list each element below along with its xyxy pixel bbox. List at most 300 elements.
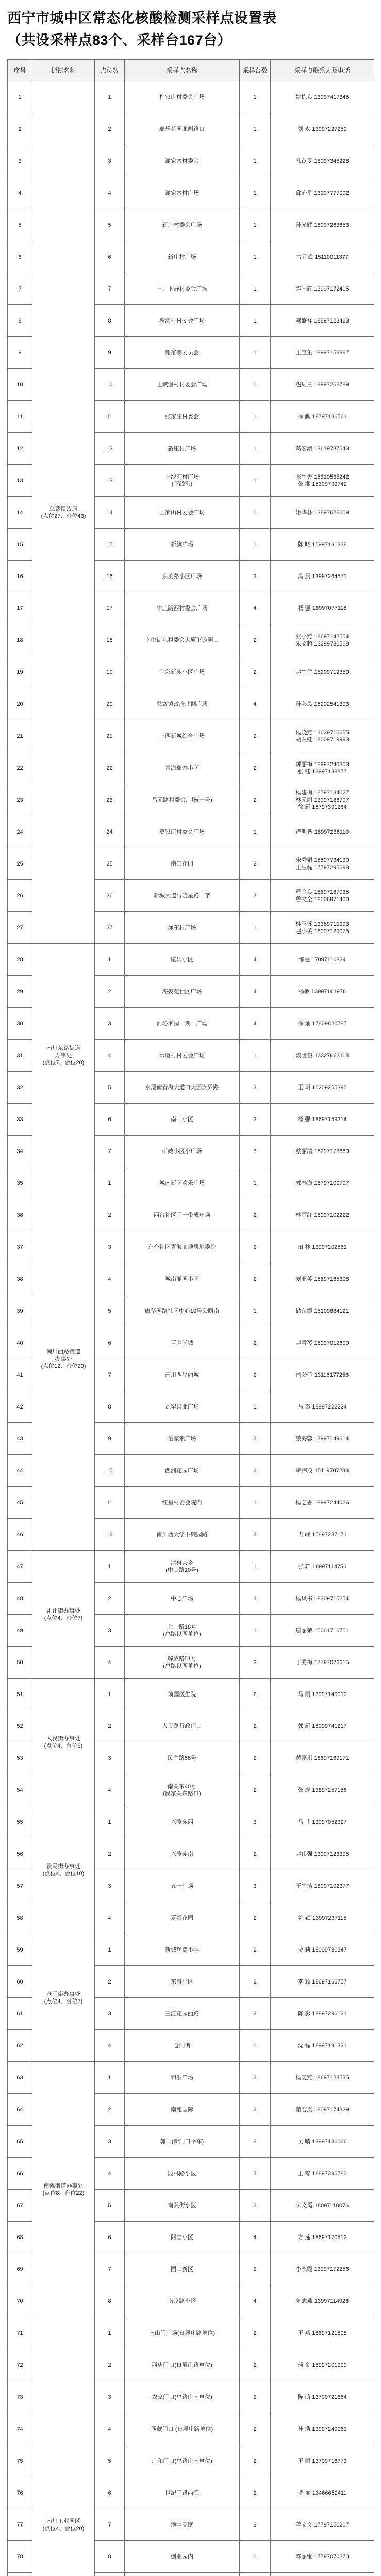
cell-contact: 韩盛祥 18897123463 [271, 305, 374, 337]
cell-site-name: 夏都花园 [125, 1902, 240, 1934]
table-row [8, 2317, 374, 2349]
cell-point-no: 1 [95, 81, 125, 113]
cell-contact: 陈 晓 15997131328 [271, 529, 374, 561]
street-name-cell: 南川西路街道 办事处 (点位12、台位20) [32, 1167, 95, 1551]
cell-site-name: 南苑国际 [125, 2094, 240, 2126]
cell-site-name: 东府小区 [125, 1966, 240, 1998]
cell-point-no: 5 [95, 1072, 125, 1104]
cell-point-no: 2 [95, 2094, 125, 2126]
cell-seq: 68 [8, 2222, 32, 2253]
cell-site-name: 新庄村广场 [125, 433, 240, 465]
cell-desk-count: 4 [240, 688, 271, 720]
cell-desk-count: 1 [240, 305, 271, 337]
cell-desk-count: 3 [240, 1583, 271, 1615]
cell-point-no: 1 [95, 1167, 125, 1199]
cell-site-name: 总寨镇政府北侧广场 [125, 688, 240, 720]
cell-seq: 19 [8, 656, 32, 688]
cell-desk-count: 1 [240, 433, 271, 465]
cell-contact: 杨凤书 18309715254 [271, 1583, 374, 1615]
cell-point-no: 4 [95, 1902, 125, 1934]
cell-seq: 42 [8, 1391, 32, 1423]
cell-site-name: 新庄村广场 [125, 241, 240, 273]
cell-desk-count: 2 [240, 2477, 271, 2509]
cell-desk-count: 2 [240, 1231, 271, 1263]
cell-contact: 杨雯燕 18697123535 [271, 2062, 374, 2094]
cell-desk-count: 2 [240, 561, 271, 592]
cell-point-no: 4 [95, 2158, 125, 2190]
cell-point-no: 8 [95, 2285, 125, 2317]
cell-desk-count: 1 [240, 529, 271, 561]
street-name-cell: 人民街办事处 (点位4、台位8) [32, 1679, 95, 1806]
cell-desk-count: 3 [240, 1806, 271, 1838]
cell-seq: 74 [8, 2413, 32, 2445]
cell-point-no: 12 [95, 1519, 125, 1551]
cell-site-name: 水厦南青海大道口大西次界路 [125, 1072, 240, 1104]
cell-point-no: 12 [95, 433, 125, 465]
cell-site-name: 南川西岸丽城 [125, 1359, 240, 1391]
cell-seq: 5 [8, 209, 32, 241]
street-name-cell: 总寨镇政府 (点位27、台位43) [32, 81, 95, 944]
cell-seq [8, 2573, 32, 2576]
title-line-1: 西宁市城中区常态化核酸检测采样点设置表 [7, 10, 277, 26]
cell-desk-count: 2 [240, 1072, 271, 1104]
cell-site-name: 前国医生院 [125, 1679, 240, 1710]
cell-point-no: 25 [95, 848, 125, 880]
cell-site-name: 园山新区 [125, 2253, 240, 2285]
cell-seq: 67 [8, 2190, 32, 2222]
cell-desk-count: 3 [240, 2126, 271, 2158]
cell-contact: 王生洁 18997102377 [271, 1870, 374, 1902]
cell-site-name: 河沁家园一期一广场 [125, 1008, 240, 1040]
cell-contact: 杨 强 18697159214 [271, 1104, 374, 1136]
cell-site-name: 城南丽园小区 [125, 1263, 240, 1295]
cell-contact: 王 玥 15209255395 [271, 1072, 374, 1104]
cell-desk-count: 1 [240, 816, 271, 848]
cell-desk-count: 2 [240, 1455, 271, 1487]
cell-desk-count: 2 [240, 1199, 271, 1231]
table-row [8, 1806, 374, 1838]
cell-point-no: 3 [95, 1615, 125, 1647]
cell-seq: 45 [8, 1487, 32, 1519]
cell-site-name: 农家门口(总路庄内单位) [125, 2381, 240, 2413]
cell-point-no: 1 [95, 1679, 125, 1710]
cell-contact: 杨芝香 18997244026 [271, 1487, 374, 1519]
cell-seq: 36 [8, 1199, 32, 1231]
title-line-2: （共设采样点83个、采样台167台） [7, 32, 232, 48]
cell-contact: 方 莲 18697170512 [271, 2222, 374, 2253]
cell-site-name: 海晏苑社区广场 [125, 976, 240, 1008]
table-row [8, 1679, 374, 1710]
cell-point-no: 5 [95, 1295, 125, 1327]
cell-site-name: 瓦窑窑北广场 [125, 1391, 240, 1423]
cell-desk-count: 1 [240, 1167, 271, 1199]
cell-contact: 郭春海 18797100707 [271, 1167, 374, 1199]
cell-seq: 54 [8, 1774, 32, 1806]
cell-site-name: 深东村广场 [125, 912, 240, 944]
cell-contact: 孙 浩 13997249061 [271, 2413, 374, 2445]
cell-desk-count [240, 2573, 271, 2576]
cell-desk-count: 2 [240, 1838, 271, 1870]
cell-contact: 田 林 13997202561 [271, 1231, 374, 1263]
cell-contact: 杨建梅 18797134027 林元丽 13997186797 徐 雁 18797391264 [271, 784, 374, 816]
header-seq: 序号 [8, 60, 32, 81]
cell-site-name: 谢家寨村广场 [125, 177, 240, 209]
cell-seq: 75 [8, 2445, 32, 2477]
cell-seq: 64 [8, 2094, 32, 2126]
cell-point-no: 2 [95, 1966, 125, 1998]
document-title [0, 0, 381, 54]
cell-site-name: 三江花园西路 [125, 1998, 240, 2030]
cell-point-no: 3 [95, 1742, 125, 1774]
table-row [8, 1934, 374, 1966]
street-name-cell: 南滩街道办事处 (点位8、台位22) [32, 2062, 95, 2317]
cell-contact: 赵雪琴 18997012699 [271, 1327, 374, 1359]
street-name-cell: 礼让街办事处 (点位4、台位7) [32, 1551, 95, 1679]
cell-desk-count: 4 [240, 2285, 271, 2317]
cell-contact: 王宝生 18997158887 [271, 337, 374, 369]
cell-seq: 37 [8, 1231, 32, 1263]
cell-site-name: 三西新城综合广场 [125, 720, 240, 752]
cell-point-no: 2 [95, 113, 125, 145]
cell-contact: 马 霞 18997222224 [271, 1391, 374, 1423]
cell-point-no: 22 [95, 752, 125, 784]
cell-point-no: 5 [95, 2445, 125, 2477]
table-row [8, 944, 374, 976]
cell-site-name: 西藏门口 (日展庄路单位) [125, 2413, 240, 2445]
cell-point-no: 13 [95, 465, 125, 497]
cell-site-name: 西洲花园广场 [125, 1455, 240, 1487]
cell-point-no: 3 [95, 1998, 125, 2030]
cell-point-no: 9 [95, 337, 125, 369]
cell-desk-count: 2 [240, 1423, 271, 1455]
cell-site-name: 南川西大学下廉园路 [125, 1519, 240, 1551]
cell-desk-count: 3 [240, 1136, 271, 1167]
cell-point-no: 11 [95, 1487, 125, 1519]
cell-site-name: 南京路小区 [125, 2285, 240, 2317]
cell-site-name: 康华园路社区中心10号公厕南 [125, 1295, 240, 1327]
cell-point-no: 24 [95, 816, 125, 848]
cell-desk-count: 2 [240, 1966, 271, 1998]
header-site-name: 采样点名称 [125, 60, 240, 81]
cell-site-name: 瑞乐花园北侧路口 [125, 113, 240, 145]
cell-contact: 赵生兰 15209712359 [271, 656, 374, 688]
cell-desk-count: 2 [240, 1359, 271, 1391]
cell-contact: 王 燕 18697121898 [271, 2317, 374, 2349]
cell-seq: 51 [8, 1679, 32, 1710]
cell-desk-count: 2 [240, 656, 271, 688]
cell-desk-count: 2 [240, 1647, 271, 1679]
header-street: 街镇名称 [32, 60, 95, 81]
cell-seq: 57 [8, 1870, 32, 1902]
cell-site-name: 下线沟村广场 (下线沟) [125, 465, 240, 497]
cell-point-no: 23 [95, 784, 125, 816]
cell-seq: 78 [8, 2541, 32, 2573]
cell-point-no: 1 [95, 2317, 125, 2349]
cell-point-no: 3 [95, 2381, 125, 2413]
cell-site-name: 谢家寨委员会 [125, 337, 240, 369]
cell-desk-count: 1 [240, 1391, 271, 1423]
cell-seq: 40 [8, 1327, 32, 1359]
cell-contact: 古元武 15110011377 [271, 241, 374, 273]
cell-site-name: 园林路小区 [125, 2158, 240, 2190]
cell-seq: 55 [8, 1806, 32, 1838]
cell-desk-count: 4 [240, 2222, 271, 2253]
cell-point-no: 4 [95, 2413, 125, 2445]
cell-seq: 62 [8, 2030, 32, 2062]
cell-contact: 邓丽维 17797070270 [271, 2541, 374, 2573]
cell-point-no: 6 [95, 1104, 125, 1136]
cell-contact: 罗 丽 13466652411 [271, 2477, 374, 2509]
cell-site-name: 民主路58号 [125, 1742, 240, 1774]
cell-site-name: 地学高度 [125, 2509, 240, 2541]
cell-point-no: 7 [95, 273, 125, 305]
cell-seq: 28 [8, 944, 32, 976]
cell-desk-count: 2 [240, 2509, 271, 2541]
cell-site-name: 王家山村委会广场 [125, 497, 240, 529]
cell-contact: 葛宏淑 13619787543 [271, 433, 374, 465]
cell-point-no: 3 [95, 1008, 125, 1040]
cell-seq: 76 [8, 2477, 32, 2509]
cell-desk-count: 1 [240, 177, 271, 209]
cell-point-no: 7 [95, 2253, 125, 2285]
cell-seq: 27 [8, 912, 32, 944]
cell-desk-count: 1 [240, 1487, 271, 1519]
cell-site-name: 西台社区门一带成年场 [125, 1199, 240, 1231]
cell-contact: 马 菲 13997052327 [271, 1806, 374, 1838]
cell-point-no: 9 [95, 1423, 125, 1455]
cell-seq: 24 [8, 816, 32, 848]
cell-contact: 张 成 13897257156 [271, 1774, 374, 1806]
cell-contact: 刘 永 13997227250 [271, 113, 374, 145]
cell-contact: 蔡丽清 18297173669 [271, 1136, 374, 1167]
cell-seq: 18 [8, 624, 32, 656]
cell-desk-count: 1 [240, 2030, 271, 2062]
cell-point-no: 8 [95, 1391, 125, 1423]
cell-site-name: 红星村委会院内 [125, 1487, 240, 1519]
cell-seq: 53 [8, 1742, 32, 1774]
cell-contact: 韩苡旻 18097345228 [271, 145, 374, 177]
cell-site-name: 翰山(新门口平车) [125, 2126, 240, 2158]
cell-desk-count: 2 [240, 752, 271, 784]
cell-point-no: 3 [95, 145, 125, 177]
cell-point-no: 1 [95, 1551, 125, 1583]
cell-site-name: 新城大道与晓星路十字 [125, 880, 240, 912]
cell-point-no: 4 [95, 1774, 125, 1806]
cell-contact: 徐 灿 17809820787 [271, 1008, 374, 1040]
cell-seq: 60 [8, 1966, 32, 1998]
cell-site-name: 七一路18号 (总路以西单位) [125, 1615, 240, 1647]
cell-site-name: 南山小区 [125, 1104, 240, 1136]
cell-contact [271, 2573, 374, 2576]
cell-seq: 14 [8, 497, 32, 529]
cell-site-name: 谢家寨村委会 [125, 145, 240, 177]
cell-contact: 陈 萌 13709721864 [271, 2381, 374, 2413]
cell-seq: 23 [8, 784, 32, 816]
cell-site-name: 南关街小区 [125, 2190, 240, 2222]
cell-site-name: 新城堡街小学 [125, 1934, 240, 1966]
cell-desk-count: 2 [240, 2349, 271, 2381]
cell-seq: 38 [8, 1263, 32, 1295]
header-contact: 采样点联系人及电话 [271, 60, 374, 81]
cell-site-name: 上、下野村委会广场 [125, 273, 240, 305]
cell-desk-count: 4 [240, 1008, 271, 1040]
cell-seq: 52 [8, 1710, 32, 1742]
cell-contact: 杨晓燕 13639710655 胡兰虹 18009719993 [271, 720, 374, 752]
cell-desk-count: 2 [240, 1327, 271, 1359]
cell-seq: 22 [8, 752, 32, 784]
cell-desk-count: 1 [240, 912, 271, 944]
cell-contact: 朱文霞 18097110076 [271, 2190, 374, 2222]
cell-point-no: 10 [95, 1455, 125, 1487]
cell-point-no: 17 [95, 592, 125, 624]
cell-contact: 唐丽荣 15001716751 [271, 1615, 374, 1647]
cell-point-no: 7 [95, 2509, 125, 2541]
cell-contact: 张 轩 18997114756 [271, 1551, 374, 1583]
cell-site-name: 兴隆苑南 [125, 1838, 240, 1870]
cell-contact: 蒲 金 18997201999 [271, 2349, 374, 2381]
cell-site-name: 广和门口(总路庄内单位) [125, 2445, 240, 2477]
cell-site-name: 新庄村委会广场 [125, 209, 240, 241]
table-row [8, 81, 374, 113]
cell-site-name: 塘沟村村委会广场 [125, 305, 240, 337]
cell-contact: 董若岚 18097174329 [271, 2094, 374, 2126]
cell-contact: 姚栋良 13997417345 [271, 81, 374, 113]
cell-site-name: 兴隆苑西 [125, 1806, 240, 1838]
cell-point-no: 15 [95, 529, 125, 561]
cell-point-no: 6 [95, 2477, 125, 2509]
cell-desk-count: 3 [240, 1870, 271, 1902]
cell-contact: 宋秀娟 15597734130 王生磊 17797295698 [271, 848, 374, 880]
cell-desk-count: 1 [240, 273, 271, 305]
street-name-cell: 南川工业园区 (点位4、台位20) [32, 2317, 95, 2576]
cell-contact: 蔡海蓉 13997149614 [271, 1423, 374, 1455]
cell-contact: 张小燕 18697142554 朱文超 13299780568 [271, 624, 374, 656]
cell-desk-count: 1 [240, 337, 271, 369]
cell-seq: 3 [8, 145, 32, 177]
street-name-cell: 仓门街办事处 (点位4、台位7) [32, 1934, 95, 2062]
cell-contact: 王 丽 13709716773 [271, 2445, 374, 2477]
cell-seq: 31 [8, 1040, 32, 1072]
cell-site-name: 东英路小区广场 [125, 561, 240, 592]
cell-seq: 65 [8, 2126, 32, 2158]
cell-contact: 刘亚英 18697165398 [271, 1263, 374, 1295]
cell-point-no: 20 [95, 688, 125, 720]
cell-point-no: 21 [95, 720, 125, 752]
cell-point-no: 27 [95, 912, 125, 944]
cell-site-name: 世纪工路西院 [125, 2477, 240, 2509]
cell-desk-count: 2 [240, 2317, 271, 2349]
cell-point-no: 18 [95, 624, 125, 656]
cell-desk-count: 2 [240, 2445, 271, 2477]
cell-desk-count: 1 [240, 1295, 271, 1327]
cell-seq: 77 [8, 2509, 32, 2541]
cell-seq: 17 [8, 592, 32, 624]
cell-site-name: 新旗广场 [125, 529, 240, 561]
street-name-cell: 南川东路街道 办事处 (点位7、台位20) [32, 944, 95, 1167]
cell-contact: 杨 强 18997077118 [271, 592, 374, 624]
cell-desk-count: 2 [240, 880, 271, 912]
cell-point-no: 1 [95, 944, 125, 976]
cell-desk-count: 2 [240, 1263, 271, 1295]
cell-seq: 56 [8, 1838, 32, 1870]
cell-contact: 蒋文义 17797150207 [271, 2509, 374, 2541]
cell-seq: 34 [8, 1136, 32, 1167]
cell-site-name: 张家庄村委会 [125, 401, 240, 433]
cell-contact: 桂玉莲 13389710993 赵小英 18997129075 [271, 912, 374, 944]
cell-desk-count: 4 [240, 592, 271, 624]
cell-desk-count: 2 [240, 1998, 271, 2030]
cell-contact: 王 锦 18897396780 [271, 2158, 374, 2190]
cell-desk-count: 2 [240, 848, 271, 880]
cell-seq: 70 [8, 2285, 32, 2317]
cell-seq: 39 [8, 1295, 32, 1327]
cell-desk-count: 1 [240, 241, 271, 273]
cell-desk-count: 1 [240, 81, 271, 113]
cell-point-no: 4 [95, 1647, 125, 1679]
cell-site-name: 金彩新苑小区广场 [125, 656, 240, 688]
cell-site-name: 仓门街 [125, 2030, 240, 2062]
cell-point-no: 5 [95, 2190, 125, 2222]
cell-point-no: 2 [95, 2349, 125, 2381]
cell-site-name: 水厦村村委会广场 [125, 1040, 240, 1072]
cell-site-name: 青海瑞泰小区 [125, 752, 240, 784]
cell-desk-count: 1 [240, 465, 271, 497]
cell-contact: 韩伟茂 15119707288 [271, 1455, 374, 1487]
cell-point-no: 3 [95, 2126, 125, 2158]
cell-point-no: 26 [95, 880, 125, 912]
cell-site-name: 矿藏小区小广场 [125, 1136, 240, 1167]
cell-seq: 35 [8, 1167, 32, 1199]
cell-desk-count: 2 [240, 1774, 271, 1806]
cell-desk-count: 2 [240, 1519, 271, 1551]
cell-contact: 邱冶星 13007777092 [271, 177, 374, 209]
cell-contact: 林雨红 18997102222 [271, 1199, 374, 1231]
cell-seq: 30 [8, 1008, 32, 1040]
cell-site-name: 清泉茶乡 (中山路10号) [125, 1551, 240, 1583]
cell-desk-count: 1 [240, 1615, 271, 1647]
cell-point-no: 3 [95, 1231, 125, 1263]
cell-seq: 21 [8, 720, 32, 752]
cell-seq: 12 [8, 433, 32, 465]
table-row [8, 2062, 374, 2094]
cell-desk-count: 2 [240, 2413, 271, 2445]
cell-contact: 赵伟强 13997123395 [271, 1838, 374, 1870]
cell-contact: 马 丽 13997140010 [271, 1679, 374, 1710]
cell-contact: 邹慧 17097110824 [271, 944, 374, 976]
cell-seq: 58 [8, 1902, 32, 1934]
cell-point-no: 10 [95, 369, 125, 401]
cell-desk-count: 1 [240, 497, 271, 529]
cell-point-no: 4 [95, 1040, 125, 1072]
cell-site-name: 昌元路村委会广场(一号) [125, 784, 240, 816]
cell-point-no: 2 [95, 1583, 125, 1615]
cell-contact: 司公莹 13116177256 [271, 1359, 374, 1391]
cell-site-name: 王斌堡村村委会广场 [125, 369, 240, 401]
cell-point-no: 3 [95, 1870, 125, 1902]
cell-point-no: 1 [95, 1806, 125, 1838]
cell-contact: 孙光辉 18997263653 [271, 209, 374, 241]
cell-desk-count: 4 [240, 976, 271, 1008]
cell-seq: 11 [8, 401, 32, 433]
cell-desk-count: 2 [240, 2381, 271, 2413]
cell-seq: 66 [8, 2158, 32, 2190]
cell-seq: 48 [8, 1583, 32, 1615]
cell-contact: 李 颖 18697166757 [271, 1966, 374, 1998]
table-row [8, 1167, 374, 1199]
cell-site-name: 中庄路西村委会广场 [125, 592, 240, 624]
cell-site-name: 中心广场 [125, 1583, 240, 1615]
cell-desk-count: 2 [240, 784, 271, 816]
